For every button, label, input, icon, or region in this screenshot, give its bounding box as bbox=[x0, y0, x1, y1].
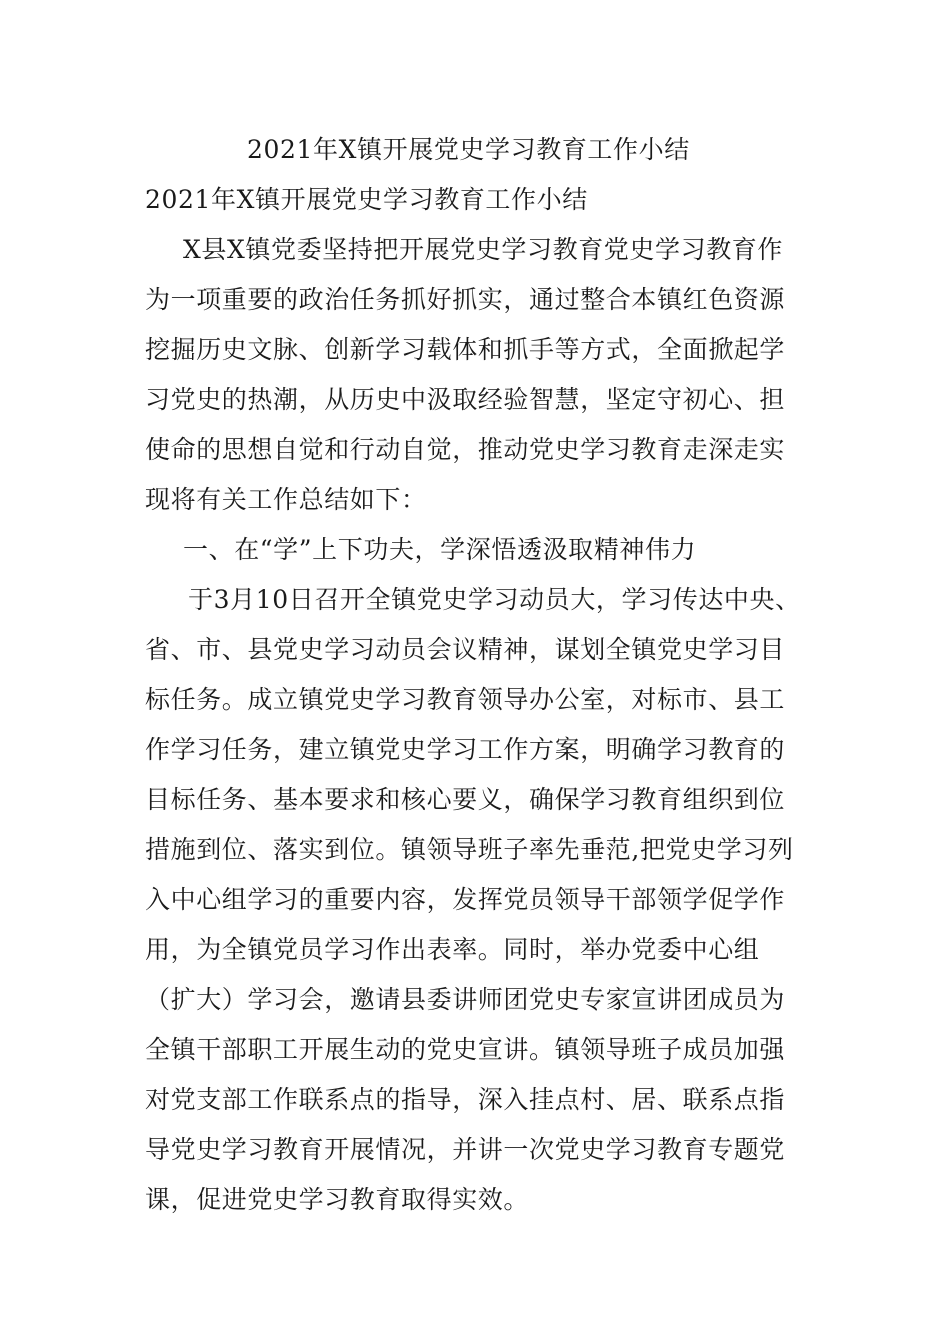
body-line: 课，促进党史学习教育取得实效。 bbox=[145, 1185, 530, 1214]
body-line: 措施到位、落实到位。镇领导班子率先垂范,把党史学习列 bbox=[145, 835, 794, 864]
intro-line: 现将有关工作总结如下： bbox=[145, 485, 427, 514]
intro-line: 习党史的热潮，从历史中汲取经验智慧，坚定守初心、担 bbox=[145, 385, 786, 414]
body-line: 标任务。成立镇党史学习教育领导办公室，对标市、县工 bbox=[145, 685, 786, 714]
intro-line: 为一项重要的政治任务抓好抓实，通过整合本镇红色资源 bbox=[145, 285, 786, 314]
section-heading: 一、在“学”上下功夫，学深悟透汲取精神伟力 bbox=[183, 535, 697, 564]
document-title: 2021年X镇开展党史学习教育工作小结 bbox=[247, 135, 690, 164]
body-line: 全镇干部职工开展生动的党史宣讲。镇领导班子成员加强 bbox=[145, 1035, 786, 1064]
body-line: 用，为全镇党员学习作出表率。同时，举办党委中心组 bbox=[145, 935, 760, 964]
intro-line: X县X镇党委坚持把开展党史学习教育党史学习教育作 bbox=[183, 235, 783, 264]
body-line: 目标任务、基本要求和核心要义，确保学习教育组织到位 bbox=[145, 785, 786, 814]
intro-line: 使命的思想自觉和行动自觉，推动党史学习教育走深走实 bbox=[145, 435, 786, 464]
body-line: 作学习任务，建立镇党史学习工作方案，明确学习教育的 bbox=[145, 735, 786, 764]
body-line: 对党支部工作联系点的指导，深入挂点村、居、联系点指 bbox=[145, 1085, 786, 1114]
body-line: 于3月10日召开全镇党史学习动员大，学习传达中央、 bbox=[188, 585, 801, 614]
document-subtitle: 2021年X镇开展党史学习教育工作小结 bbox=[145, 185, 588, 214]
body-line: 省、市、县党史学习动员会议精神，谋划全镇党史学习目 bbox=[145, 635, 786, 664]
body-line: 导党史学习教育开展情况，并讲一次党史学习教育专题党 bbox=[145, 1135, 786, 1164]
body-line: 入中心组学习的重要内容，发挥党员领导干部领学促学作 bbox=[145, 885, 786, 914]
intro-line: 挖掘历史文脉、创新学习载体和抓手等方式，全面掀起学 bbox=[145, 335, 786, 364]
body-line: （扩大）学习会，邀请县委讲师团党史专家宣讲团成员为 bbox=[145, 985, 786, 1014]
